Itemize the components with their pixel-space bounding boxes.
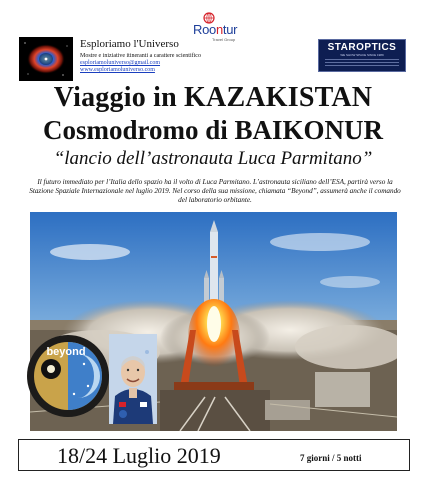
website-link[interactable]: www.esploriamoluniverso.com: [80, 67, 155, 73]
page-tagline: “lancio dell’astronauta Luca Parmitano”: [53, 148, 373, 169]
page-subtitle: Cosmodromo di BAIKONUR: [42, 115, 384, 145]
trip-duration: 7 giorni / 5 notti: [300, 453, 362, 463]
roontur-wordmark: Roontur: [193, 22, 238, 37]
trip-dates-box: [18, 439, 410, 471]
galaxy-image: [19, 37, 73, 81]
astronaut-portrait: [109, 334, 157, 424]
organization-subtitle: Mostre e iniziative itineranti a carattere scientifico: [80, 53, 201, 59]
patch-label: beyond: [46, 346, 86, 358]
staroptics-name: STAROPTICS: [327, 42, 397, 53]
beyond-mission-patch: [26, 334, 110, 418]
staroptics-tagline: WE SHOW SPACE SINCE 1989: [340, 53, 384, 57]
roontur-tagline: Travel Group: [212, 37, 236, 42]
intro-paragraph: Il futuro immediato per l’Italia dello spazio ha il volto di Luca Parmitano. L’astronauta siciliano dell’ESA, partirà verso la Stazione Spaziale Internazionale nel luglio 2019. Nel corso della sua missione, chiamata “Beyond”, assumerà anche il comando del laboratorio orbitante.: [29, 178, 401, 204]
organization-title: Esploriamo l'Universo: [80, 38, 179, 50]
trip-dates: 18/24 Luglio 2019: [57, 443, 221, 468]
page-title: Viaggio in KAZAKISTAN: [53, 82, 373, 113]
staroptics-logo: [318, 39, 406, 72]
staroptics-fineprint: [325, 59, 399, 68]
roontur-logo: [190, 12, 250, 46]
email-link[interactable]: esploriamoluniverso@gmail.com: [80, 60, 161, 66]
